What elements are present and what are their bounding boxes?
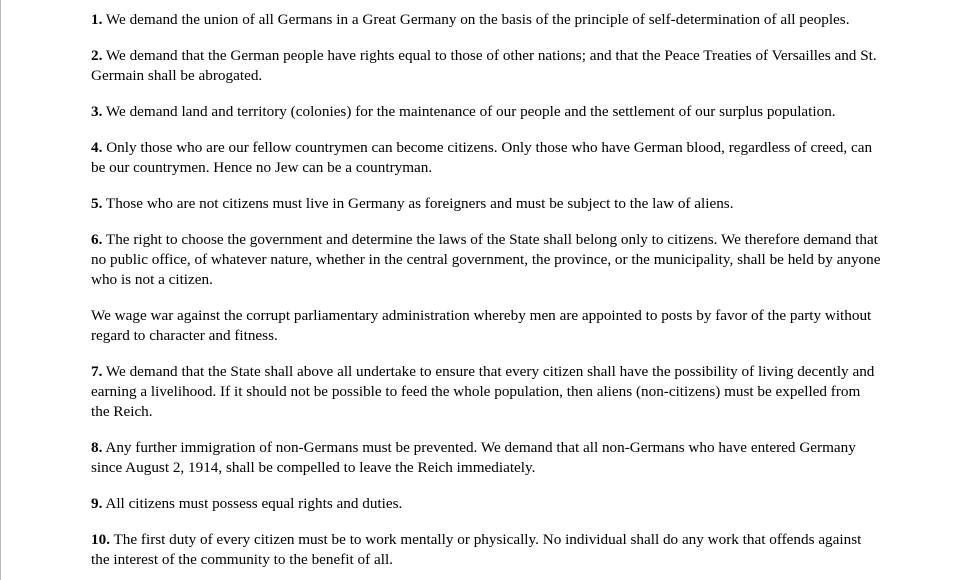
point-1 [91,10,881,30]
point-number: 2. [91,47,103,64]
point-8 [91,438,881,478]
point-text: We demand land and territory (colonies) for the maintenance of our people and the settlement of our surplus population. [105,103,836,120]
point-number: 3. [91,103,103,120]
point-text: Only those who are our fellow countrymen can become citizens. Only those who have German blood, regardless of creed, can be our countrymen. Hence no Jew can be a countryman. [91,139,873,176]
point-text: We demand that the State shall above all undertake to ensure that every citizen shall have the possibility of living decently and earning a livelihood. If it should not be possible to feed the whole population, then aliens (non-citizens) must be expelled from the Reich. [91,363,875,420]
document-body [91,10,881,580]
point-2 [91,46,881,86]
point-5 [91,194,881,214]
point-number: 1. [91,11,103,28]
point-number: 8. [91,439,103,456]
point-number: 7. [91,363,103,380]
point-7 [91,362,881,422]
point-number: 5. [91,195,103,212]
point-text: We demand the union of all Germans in a Great Germany on the basis of the principle of self-determination of all peoples. [105,11,850,28]
point-text: The right to choose the government and determine the laws of the State shall belong only to citizens. We therefore demand that no public office, of whatever nature, whether in the central government, the province, or the municipality, shall be held by anyone who is not a citizen. [91,231,881,288]
point-text: The first duty of every citizen must be to work mentally or physically. No individual shall do any work that offends against the interest of the community to the benefit of all. [91,531,862,568]
point-number: 4. [91,139,103,156]
point-number: 6. [91,231,103,248]
point-3 [91,102,881,122]
point-text: Any further immigration of non-Germans must be prevented. We demand that all non-Germans who have entered Germany since August 2, 1914, shall be compelled to leave the Reich immediately. [91,439,856,476]
paragraph-text: We wage war against the corrupt parliamentary administration whereby men are appointed to posts by favor of the party without regard to character and fitness. [91,307,872,344]
point-6-continuation [91,306,881,346]
point-text: We demand that the German people have rights equal to those of other nations; and that the Peace Treaties of Versailles and St. Germain shall be abrogated. [91,47,877,84]
point-10 [91,530,881,570]
point-4 [91,138,881,178]
point-6 [91,230,881,290]
point-text: Those who are not citizens must live in Germany as foreigners and must be subject to the law of aliens. [105,195,734,212]
point-9 [91,494,881,514]
point-number: 9. [91,495,103,512]
point-number: 10. [91,531,110,548]
point-text: All citizens must possess equal rights and duties. [105,495,403,512]
